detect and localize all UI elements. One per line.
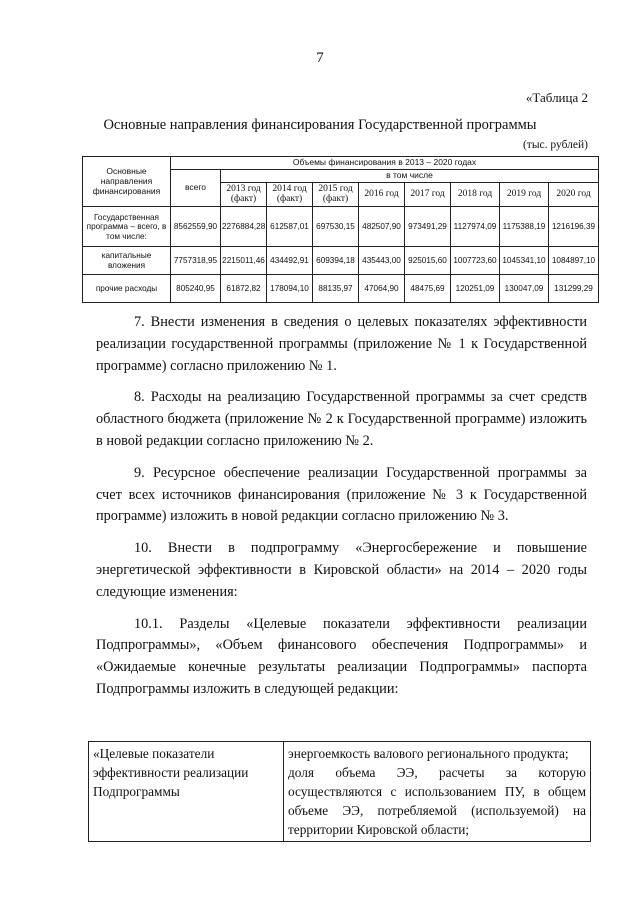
year-header: 2020 год [549, 182, 599, 207]
table-cell: 434492,91 [267, 247, 313, 275]
including-header: в том числе [221, 169, 599, 182]
table-cell: 1127974,09 [451, 207, 500, 247]
table-cell: 131299,29 [549, 275, 599, 303]
table-row [83, 247, 599, 275]
direction-header: Основные направления финансирования [83, 157, 171, 207]
table-cell: 130047,09 [500, 275, 549, 303]
year-header: 2019 год [500, 182, 549, 207]
table-cell: 2215011,46 [221, 247, 267, 275]
table-cell: 612587,01 [267, 207, 313, 247]
passport-left-cell: «Целевые показатели эффективности реализации Подпрограммы [89, 742, 284, 842]
year-header: 2018 год [451, 182, 500, 207]
table-cell: 48475,69 [405, 275, 451, 303]
table-cell: 61872,82 [221, 275, 267, 303]
total-header: всего [171, 169, 221, 207]
row-label: капитальные вложения [83, 247, 171, 275]
table-cell: 8562559,90 [171, 207, 221, 247]
document-body [96, 312, 587, 701]
table-cell: 1175388,19 [500, 207, 549, 247]
paragraph-10-1: 10.1. Разделы «Целевые показатели эффективности реализации Подпрограммы», «Объем финансового обеспечения Подпрограммы» и «Ожидаемые конечные результаты реализации Подпрограммы» паспорта Подпрограммы изложить в следующей редакции: [96, 615, 587, 697]
table-title: Основные направления финансирования Государственной программы [103, 117, 537, 133]
paragraph-7: 7. Внести изменения в сведения о целевых показателях эффективности реализации государственной программы (приложение № 1 к Государственной программе) согласно приложению № 1. [96, 314, 587, 374]
table-cell: 925015,60 [405, 247, 451, 275]
table-cell: 1007723,60 [451, 247, 500, 275]
paragraph-9: 9. Ресурсное обеспечение реализации Государственной программы за счет всех источников финансирования (приложение № 3 к Государственной программе) изложить в новой редакции согласно приложению № 3. [96, 464, 587, 525]
table-cell: 1045341,10 [500, 247, 549, 275]
row-label: Государственная программа – всего, в том числе: [83, 207, 171, 247]
table-cell: 7757318,95 [171, 247, 221, 275]
page-number: 7 [316, 50, 324, 66]
table-cell: 805240,95 [171, 275, 221, 303]
paragraph-8: 8. Расходы на реализацию Государственной программы за счет средств областного бюджета (приложение № 2 к Государственной программе) изложить в новой редакции согласно приложению № 2. [96, 389, 587, 449]
table-cell: 178094,10 [267, 275, 313, 303]
table-row [83, 275, 599, 303]
financing-table [82, 156, 599, 303]
table-header-row [83, 157, 599, 170]
table-cell: 973491,29 [405, 207, 451, 247]
table-row [83, 207, 599, 247]
table-cell: 88135,97 [313, 275, 359, 303]
table-reference: «Таблица 2 [525, 90, 588, 105]
table-cell: 435443,00 [359, 247, 405, 275]
table-cell: 1216196,39 [549, 207, 599, 247]
table-cell: 120251,09 [451, 275, 500, 303]
passport-row [89, 742, 591, 842]
row-label: прочие расходы [83, 275, 171, 303]
paragraph-10: 10. Внести в подпрограмму «Энергосбережение и повышение энергетической эффективности в Кировской области» на 2014 – 2020 годы следующие изменения: [96, 540, 587, 600]
passport-line: доля объема ЭЭ, расчеты за которую осуществляются с использованием ПУ, в общем объеме ЭЭ, потребляемой (используемой) на территории Кировской области; [288, 765, 586, 837]
table-cell: 2276884,28 [221, 207, 267, 247]
year-header: 2014 год (факт) [267, 182, 313, 207]
table-cell: 697530,15 [313, 207, 359, 247]
year-header: 2016 год [359, 182, 405, 207]
units-label: (тыс. рублей) [522, 139, 588, 151]
year-header: 2013 год (факт) [221, 182, 267, 207]
year-header: 2017 год [405, 182, 451, 207]
table-cell: 609394,18 [313, 247, 359, 275]
table-cell: 47064,90 [359, 275, 405, 303]
table-cell: 1084897,10 [549, 247, 599, 275]
passport-right-cell [284, 742, 591, 842]
passport-table [88, 741, 591, 842]
volume-header: Объемы финансирования в 2013 – 2020 годах [171, 157, 599, 170]
table-cell: 482507,90 [359, 207, 405, 247]
year-header: 2015 год (факт) [313, 182, 359, 207]
passport-line: энергоемкость валового регионального продукта; [288, 746, 569, 761]
